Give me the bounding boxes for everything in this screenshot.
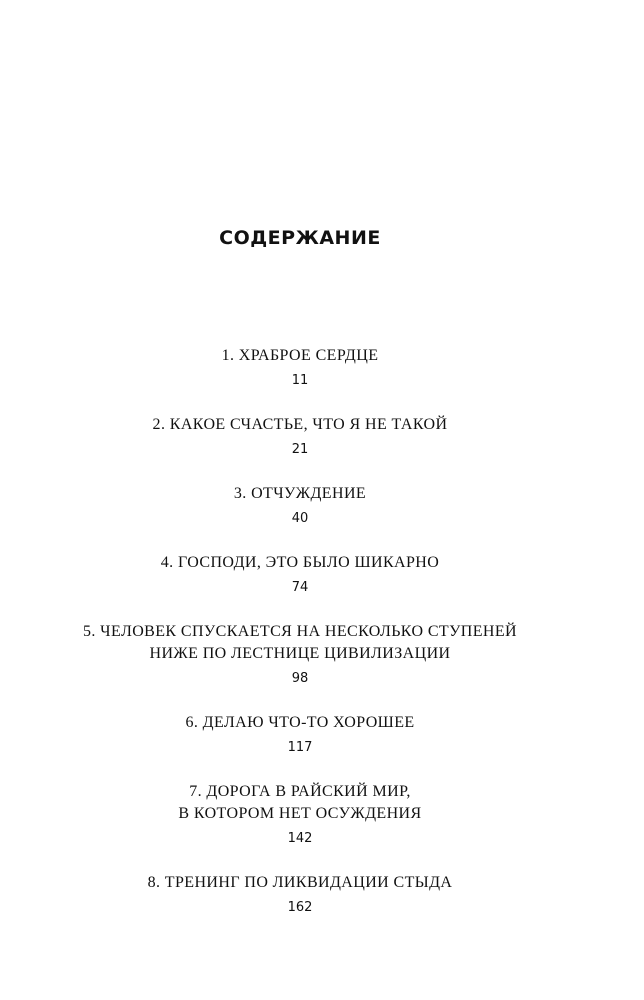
toc-entry-page-number: 162 bbox=[287, 900, 313, 915]
toc-entry-title bbox=[0, 712, 600, 734]
toc-entry-title-line: 7. ДОРОГА В РАЙСКИЙ МИР, bbox=[189, 783, 411, 800]
page-title: СОДЕРЖАНИЕ bbox=[219, 227, 381, 249]
toc-entry-title-line: 1. ХРАБРОЕ СЕРДЦЕ bbox=[221, 347, 379, 364]
toc-entry-title-line: 6. ДЕЛАЮ ЧТО-ТО ХОРОШЕЕ bbox=[185, 714, 415, 731]
toc-entry bbox=[0, 781, 600, 848]
toc-entry-page-number: 11 bbox=[291, 373, 309, 388]
toc-entry-page-number: 142 bbox=[287, 831, 313, 846]
table-of-contents bbox=[0, 345, 600, 917]
toc-entry bbox=[0, 872, 600, 917]
toc-entry bbox=[0, 552, 600, 597]
toc-entry-title-line: 4. ГОСПОДИ, ЭТО БЫЛО ШИКАРНО bbox=[160, 554, 440, 571]
toc-entry bbox=[0, 345, 600, 390]
toc-entry-title bbox=[0, 483, 600, 505]
toc-entry-page-number: 21 bbox=[291, 442, 309, 457]
toc-entry-title bbox=[0, 872, 600, 894]
toc-entry-title bbox=[0, 621, 600, 665]
toc-entry-page-number: 98 bbox=[291, 671, 309, 686]
toc-entry-title bbox=[0, 552, 600, 574]
toc-entry-title-line: В КОТОРОМ НЕТ ОСУЖДЕНИЯ bbox=[178, 805, 422, 822]
toc-entry-title bbox=[0, 781, 600, 825]
toc-entry-title-line: 5. ЧЕЛОВЕК СПУСКАЕТСЯ НА НЕСКОЛЬКО СТУПЕНЕЙ bbox=[82, 623, 518, 640]
toc-entry-page-number: 117 bbox=[287, 740, 313, 755]
toc-entry bbox=[0, 483, 600, 528]
toc-entry-title-line: НИЖЕ ПО ЛЕСТНИЦЕ ЦИВИЛИЗАЦИИ bbox=[149, 645, 451, 662]
toc-entry-title-line: 2. КАКОЕ СЧАСТЬЕ, ЧТО Я НЕ ТАКОЙ bbox=[152, 416, 448, 433]
toc-entry bbox=[0, 712, 600, 757]
toc-entry bbox=[0, 414, 600, 459]
toc-entry-page-number: 40 bbox=[291, 511, 309, 526]
toc-entry-title-line: 8. ТРЕНИНГ ПО ЛИКВИДАЦИИ СТЫДА bbox=[147, 874, 453, 891]
toc-entry-title bbox=[0, 414, 600, 436]
toc-entry bbox=[0, 621, 600, 688]
toc-entry-title-line: 3. ОТЧУЖДЕНИЕ bbox=[233, 485, 367, 502]
toc-entry-title bbox=[0, 345, 600, 367]
toc-entry-page-number: 74 bbox=[291, 580, 309, 595]
